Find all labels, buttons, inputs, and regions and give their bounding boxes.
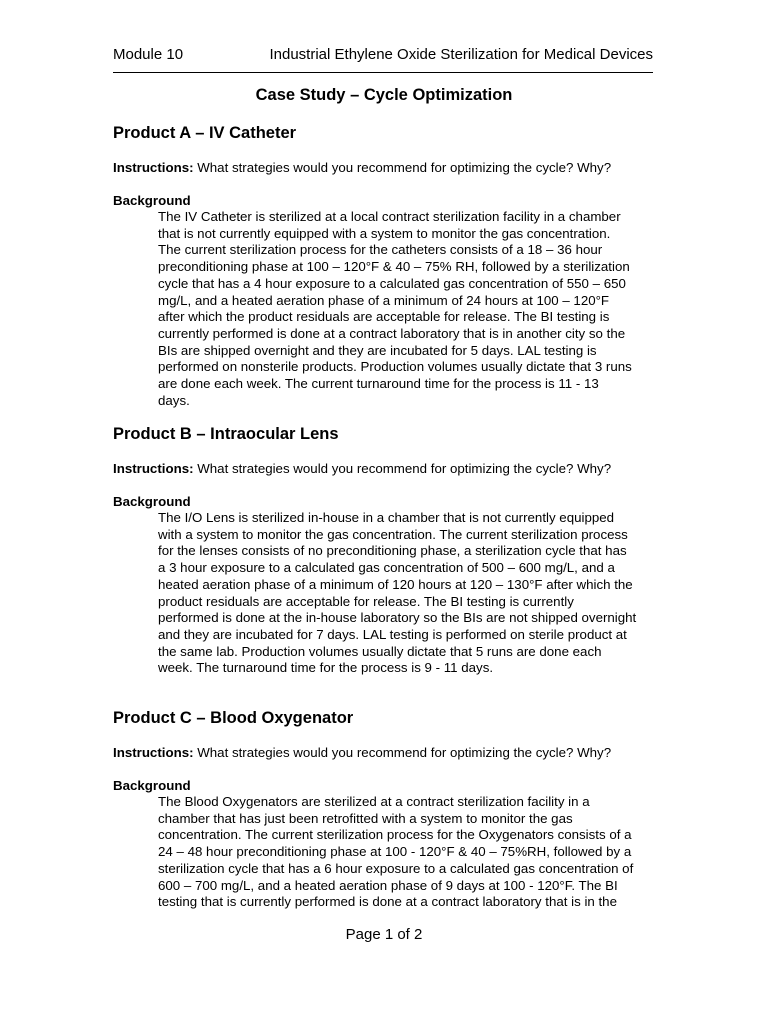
product-a-title: Product A – IV Catheter <box>113 124 297 142</box>
background-line: concentration. The current sterilization process for the Oxygenators consists of a <box>158 827 632 843</box>
product-b-background-label: Background <box>113 494 191 509</box>
background-line: heated aeration phase of a minimum of 120 hours at 120 – 130°F after which the <box>158 576 633 592</box>
instructions-label: Instructions: <box>113 745 194 760</box>
background-line: 24 – 48 hour preconditioning phase at 100 - 120°F & 40 – 75%RH, followed by a <box>158 844 632 860</box>
product-c-instructions <box>113 745 611 760</box>
background-line: after which the product residuals are acceptable for release. The BI testing is <box>158 309 610 325</box>
background-line: days. <box>158 392 190 408</box>
background-line: for the lenses consists of no preconditioning phase, a sterilization cycle that has <box>158 543 627 559</box>
document-title: Industrial Ethylene Oxide Sterilization for Medical Devices <box>269 46 653 63</box>
instructions-label: Instructions: <box>113 461 194 476</box>
page-number: Page 1 of 2 <box>345 926 423 943</box>
product-b-instructions <box>113 461 611 476</box>
background-line: The I/O Lens is sterilized in-house in a chamber that is not currently equipped <box>158 510 615 525</box>
background-line: performed on nonsterile products. Production volumes usually dictate that 3 runs <box>158 359 632 375</box>
product-c-background-label: Background <box>113 778 191 793</box>
background-line: testing that is currently performed is done at a contract laboratory that is in the <box>158 894 617 910</box>
background-line: The IV Catheter is sterilized at a local contract sterilization facility in a chamber <box>158 209 621 224</box>
product-b-title: Product B – Intraocular Lens <box>113 425 339 443</box>
background-line: The Blood Oxygenators are sterilized at a contract sterilization facility in a <box>158 794 590 809</box>
page-header <box>113 46 653 73</box>
background-line: The current sterilization process for the catheters consists of a 18 – 36 hour <box>158 242 603 258</box>
background-line: currently performed is done at a contract laboratory that is in another city so the <box>158 325 626 341</box>
background-line: with a system to monitor the gas concentration. The current sterilization process <box>158 526 628 542</box>
background-line: a 3 hour exposure to a calculated gas concentration of 500 – 600 mg/L, and a <box>158 560 615 576</box>
instructions-label: Instructions: <box>113 160 194 175</box>
background-line: performed is done at the in-house laboratory so the BIs are not shipped overnight <box>158 610 637 626</box>
case-study-title: Case Study – Cycle Optimization <box>255 86 513 104</box>
background-line: week. The turnaround time for the process is 9 - 11 days. <box>158 660 494 676</box>
background-line: cycle that has a 4 hour exposure to a calculated gas concentration of 550 – 650 <box>158 275 626 291</box>
product-a-background-label: Background <box>113 193 191 208</box>
background-line: the same lab. Production volumes usually dictate that 5 runs are done each <box>158 643 602 659</box>
background-line: that is not currently equipped with a system to monitor the gas concentration. <box>158 225 611 241</box>
background-line: product residuals are acceptable for release. The BI testing is currently <box>158 593 574 609</box>
background-line: are done each week. The current turnaround time for the process is 11 - 13 <box>158 376 599 392</box>
background-line: preconditioning phase at 100 – 120°F & 40 – 75% RH, followed by a sterilization <box>158 259 630 275</box>
product-c-title: Product C – Blood Oxygenator <box>113 709 354 727</box>
module-label: Module 10 <box>113 46 184 63</box>
instructions-text: What strategies would you recommend for optimizing the cycle? Why? <box>193 461 612 476</box>
background-line: and they are incubated for 7 days. LAL testing is performed on sterile product at <box>158 626 627 642</box>
background-line: sterilization cycle that has a 6 hour exposure to a calculated gas concentration of <box>158 860 634 876</box>
product-a-instructions <box>113 160 611 175</box>
product-c-background-text <box>158 794 658 911</box>
instructions-text: What strategies would you recommend for optimizing the cycle? Why? <box>193 160 612 175</box>
background-line: 600 – 700 mg/L, and a heated aeration phase of 9 days at 100 - 120°F. The BI <box>158 877 618 893</box>
instructions-text: What strategies would you recommend for optimizing the cycle? Why? <box>193 745 612 760</box>
product-b-background-text <box>158 510 658 677</box>
product-a-background-text <box>158 209 658 409</box>
background-line: mg/L, and a heated aeration phase of a minimum of 24 hours at 100 – 120°F <box>158 292 610 308</box>
background-line: chamber that has just been retrofitted with a system to monitor the gas <box>158 810 573 826</box>
background-line: BIs are shipped overnight and they are incubated for 5 days. LAL testing is <box>158 342 597 358</box>
